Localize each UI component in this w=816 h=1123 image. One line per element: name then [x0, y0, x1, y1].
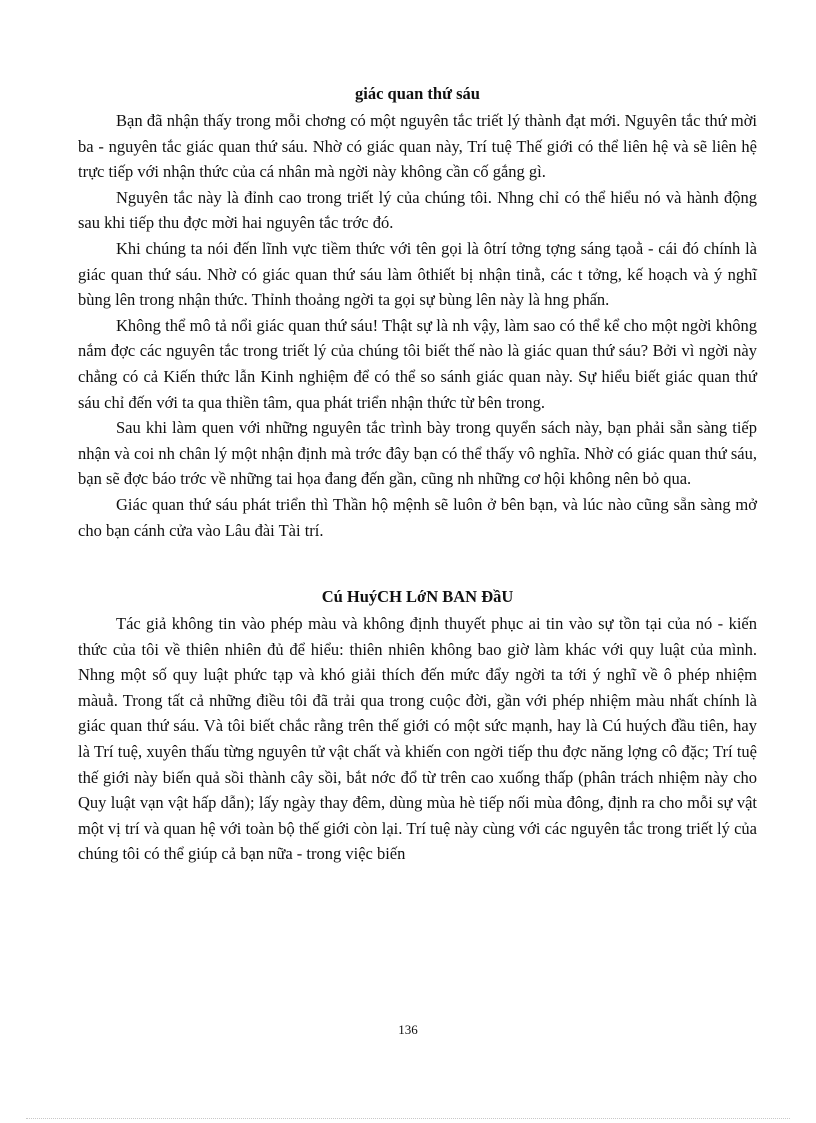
paragraph: Sau khi làm quen với những nguyên tắc trình bày trong quyển sách này, bạn phải sẵn sàng tiếp nhận và coi nh chân lý một nhận định mà trớc đây bạn có thể thấy vô nghĩa. Nhờ có giác quan thứ sáu, bạn sẽ đợc báo trớc về những tai họa đang đến gần, cũng nh những cơ hội không nên bỏ qua.	[78, 418, 757, 489]
section-heading-first-push: Cú HuýCH LớN BAN ĐầU	[321, 587, 514, 607]
paragraph: Giác quan thứ sáu phát triển thì Thần hộ mệnh sẽ luôn ở bên bạn, và lúc nào cũng sẵn sàng mở cho bạn cánh cửa vào Lâu đài Tài trí.	[78, 494, 757, 540]
paragraph: Nguyên tắc này là đỉnh cao trong triết lý của chúng tôi. Nhng chỉ có thể hiểu nó và hành động sau khi tiếp thu đợc mời hai nguyên tắc trớc đó.	[78, 187, 757, 233]
paragraph: Khi chúng ta nói đến lĩnh vực tiềm thức với tên gọi là ôtrí tởng tợng sáng tạoằ - cái đó chính là giác quan thứ sáu. Nhờ có giác quan thứ sáu làm ôthiết bị nhận tinằ, các t tởng, kế hoạch và ý nghĩ bùng lên trong nhận thức. Thỉnh thoảng ngời ta gọi sự bùng lên này là hng phấn.	[78, 238, 757, 310]
section-heading-sixth-sense: giác quan thứ sáu	[355, 84, 480, 103]
page-number: 136	[398, 1022, 418, 1037]
paragraph: Bạn đã nhận thấy trong mỗi chơng có một nguyên tắc triết lý thành đạt mới. Nguyên tắc thứ mời ba - nguyên tắc giác quan thứ sáu. Nhờ có giác quan này, Trí tuệ Thế giới có thể liên hệ và sẽ liên hệ trực tiếp với nhận thức của cá nhân mà ngời này không cần cố gắng gì.	[78, 111, 757, 182]
document-body	[78, 82, 757, 867]
paragraph: Tác giả không tin vào phép màu và không định thuyết phục ai tin vào sự tồn tại của nó - kiến thức của tôi về thiên nhiên đủ để hiểu: thiên nhiên không bao giờ làm khác với quy luật của mình. Nhng một số quy luật phức tạp và khó giải thích đến mức đẩy ngời ta tới ý nghĩ về ô phép nhiệm màuằ. Trong tất cả những điều tôi đã trải qua trong cuộc đời, gần với phép nhiệm màu nhất chính là giác quan thứ sáu. Và tôi biết chắc rằng trên thế giới có một sức mạnh, hay là Cú huých đầu tiên, hay là Trí tuệ, xuyên thấu từng nguyên tử vật chất và khiến con ngời tiếp thu đợc năng lợng cô đặc; Trí tuệ thế giới này biến quả sồi thành cây sồi, bắt nớc đổ từ trên cao xuống thấp (phân trách nhiệm này cho Quy luật vạn vật hấp dẫn); lấy ngày thay đêm, dùng mùa hè tiếp nối mùa đông, định ra cho mỗi sự vật một vị trí và quan hệ với toàn bộ thế giới còn lại. Trí tuệ này cùng với các nguyên tắc trong triết lý của chúng tôi có thể giúp cả bạn nữa - trong việc biến	[78, 614, 757, 864]
paragraph: Không thể mô tả nổi giác quan thứ sáu! Thật sự là nh vậy, làm sao có thể kể cho một ngời không nắm đợc các nguyên tắc trong triết lý của chúng tôi biết thế nào là giác quan thứ sáu? Bởi vì ngời này chẳng có cả Kiến thức lẫn Kinh nghiệm để có thể so sánh giác quan này. Sự hiểu biết giác quan thứ sáu chỉ đến với ta qua thiền tâm, qua phát triển nhận thức từ bên trong.	[78, 315, 757, 412]
page-bottom-divider	[26, 1118, 790, 1119]
